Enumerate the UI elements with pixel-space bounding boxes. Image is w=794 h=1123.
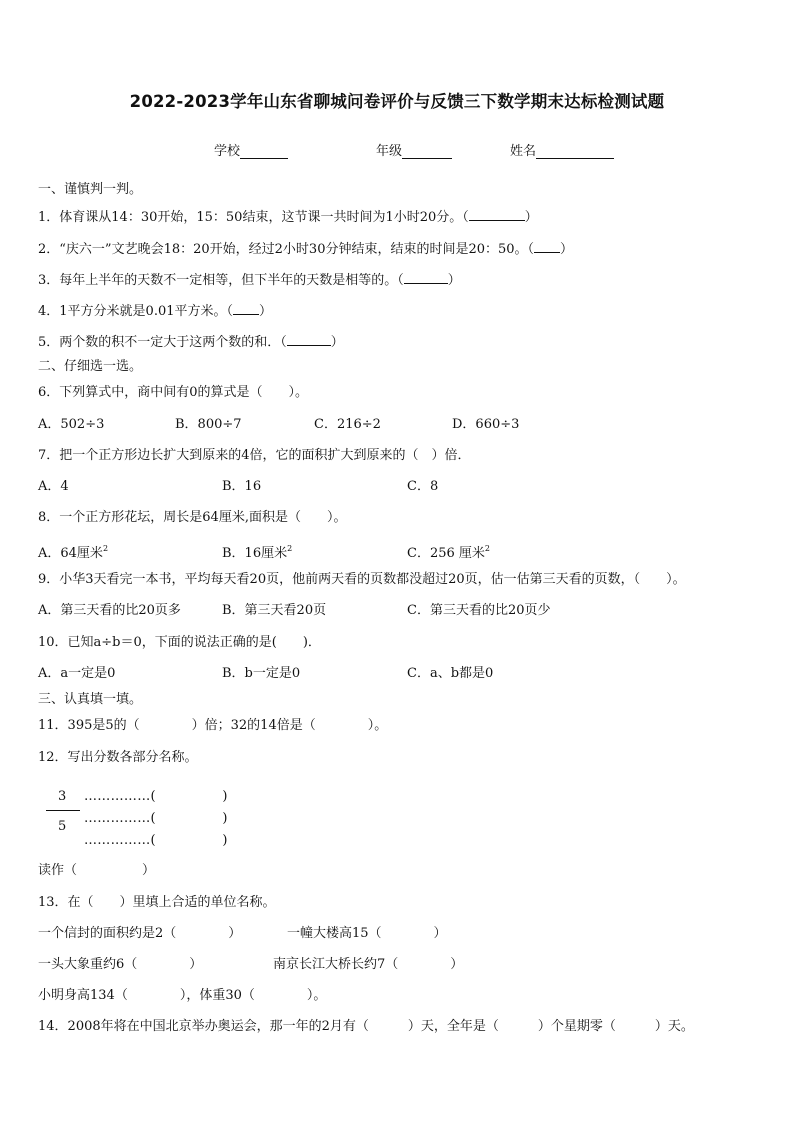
fraction-denominator: 5 xyxy=(58,819,67,834)
option-b[interactable]: B．第三天看20页 xyxy=(222,603,327,618)
answer-blank[interactable] xyxy=(404,271,448,284)
question-12: 12．写出分数各部分名称。 xyxy=(38,750,198,765)
section-heading-1: 一、谨慎判一判。 xyxy=(38,182,143,197)
question-13-item: 南京长江大桥长约7（ ） xyxy=(273,957,464,972)
question-5: 5．两个数的积不一定大于这两个数的和．（ ） xyxy=(38,335,344,350)
question-11: 11．395是5的（ ）倍；32的14倍是（ ）。 xyxy=(38,718,388,733)
option-c[interactable]: C．216÷2 xyxy=(314,417,381,432)
question-4: 4．1平方分米就是0.01平方米。（ ） xyxy=(38,304,273,319)
school-field xyxy=(214,140,288,159)
fraction-part-blank[interactable]: ……………( ) xyxy=(84,833,228,848)
name-field xyxy=(510,140,614,159)
question-13-item: 一头大象重约6（ ） xyxy=(38,957,203,972)
option-d[interactable]: D．660÷3 xyxy=(452,417,520,432)
answer-blank[interactable] xyxy=(469,208,525,221)
question-14: 14．2008年将在中国北京举办奥运会，那一年的2月有（ ）天，全年是（ ）个星期零（ ）天。 xyxy=(38,1019,694,1034)
page-title: 2022-2023学年山东省聊城问卷评价与反馈三下数学期末达标检测试题 xyxy=(129,92,665,111)
option-c[interactable]: C．8 xyxy=(407,479,439,494)
grade-label: 年级 xyxy=(376,144,403,159)
option-b[interactable]: B．16 xyxy=(222,479,262,494)
option-a[interactable]: A．4 xyxy=(38,479,69,494)
question-1: 1．体育课从14：30开始，15：50结束，这节课一共时间为1小时20分。（ ） xyxy=(38,210,538,225)
grade-blank[interactable] xyxy=(402,145,452,159)
question-13-item: 一个信封的面积约是2（ ） xyxy=(38,926,242,941)
option-b[interactable]: B．16厘米$^2$ xyxy=(222,544,293,561)
fraction-bar xyxy=(46,810,80,811)
name-label: 姓名 xyxy=(510,144,537,159)
option-c[interactable]: C．第三天看的比20页少 xyxy=(407,603,551,618)
answer-blank[interactable] xyxy=(233,302,259,315)
name-blank[interactable] xyxy=(536,145,614,159)
question-12-read: 读作（ ） xyxy=(38,863,156,878)
question-8: 8．一个正方形花坛，周长是64厘米,面积是（ ）。 xyxy=(38,510,347,525)
question-9: 9．小华3天看完一本书，平均每天看20页，他前两天看的页数都没超过20页，估一估第三天看的页数，（ ）。 xyxy=(38,572,686,587)
question-13: 13．在（ ）里填上合适的单位名称。 xyxy=(38,895,276,910)
question-6: 6．下列算式中，商中间有0的算式是（ ）。 xyxy=(38,385,309,400)
option-b[interactable]: B．800÷7 xyxy=(175,417,242,432)
question-13-item: 一幢大楼高15（ ） xyxy=(287,926,447,941)
grade-field xyxy=(376,140,452,159)
school-blank[interactable] xyxy=(240,145,288,159)
option-a[interactable]: A．a一定是0 xyxy=(38,666,116,681)
option-c[interactable]: C．256 厘米$^2$ xyxy=(407,544,490,561)
answer-blank[interactable] xyxy=(287,333,331,346)
question-13-item: 小明身高134（ ），体重30（ ）。 xyxy=(38,988,327,1003)
option-b[interactable]: B．b一定是0 xyxy=(222,666,301,681)
question-2: 2．“庆六一”文艺晚会18：20开始，经过2小时30分钟结束，结束的时间是20：50。（ ） xyxy=(38,242,574,257)
section-heading-3: 三、认真填一填。 xyxy=(38,692,143,707)
question-7: 7．把一个正方形边长扩大到原来的4倍，它的面积扩大到原来的（ ）倍． xyxy=(38,448,471,463)
option-a[interactable]: A．502÷3 xyxy=(38,417,105,432)
section-heading-2: 二、仔细选一选。 xyxy=(38,359,143,374)
school-label: 学校 xyxy=(214,144,241,159)
question-10: 10．已知a÷b＝0，下面的说法正确的是( )． xyxy=(38,635,321,650)
option-c[interactable]: C．a、b都是0 xyxy=(407,666,494,681)
fraction-part-blank[interactable]: ……………( ) xyxy=(84,811,228,826)
option-a[interactable]: A．64厘米$^2$ xyxy=(38,544,109,561)
answer-blank[interactable] xyxy=(534,240,560,253)
option-a[interactable]: A．第三天看的比20页多 xyxy=(38,603,181,618)
fraction-part-blank[interactable]: ……………( ) xyxy=(84,789,228,804)
fraction-numerator: 3 xyxy=(58,789,67,804)
question-3: 3．每年上半年的天数不一定相等，但下半年的天数是相等的。（ ） xyxy=(38,273,461,288)
